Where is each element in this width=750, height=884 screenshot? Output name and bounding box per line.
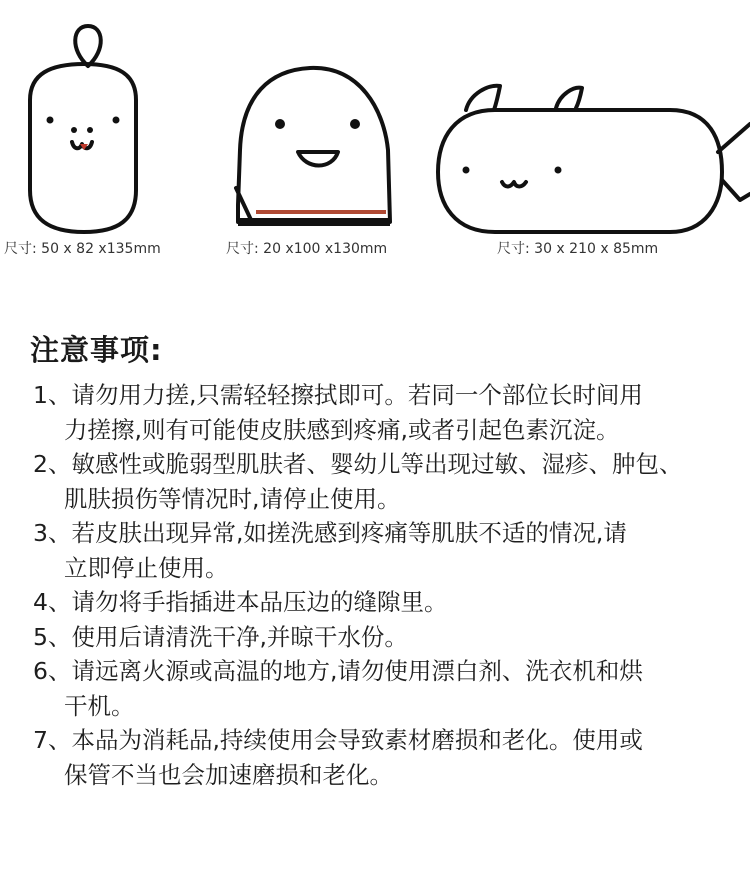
note-item: [33, 620, 733, 655]
note-item: [33, 447, 733, 516]
note-item: [33, 654, 733, 723]
note-line: 5、使用后请清洗干净,并晾干水份。: [33, 622, 408, 651]
bear-size-label: 尺寸: 50 x 82 x135mm: [4, 241, 161, 257]
note-line: 2、敏感性或脆弱型肌肤者、婴幼儿等出现过敏、湿疹、肿包、: [33, 450, 683, 478]
note-item: [33, 378, 733, 447]
cat-size-label: 尺寸: 30 x 210 x 85mm: [497, 241, 659, 257]
note-item: [33, 585, 733, 620]
bear-eye-left: [47, 117, 54, 124]
note-line: 1、请勿用力搓,只需轻轻擦拭即可。若同一个部位长时间用: [33, 381, 643, 409]
note-line: 7、本品为消耗品,持续使用会导致素材磨损和老化。使用或: [33, 726, 643, 754]
bear-ear-dot-left: [71, 127, 77, 133]
note-item: [33, 723, 733, 792]
note-line: 4、请勿将手指插进本品压边的缝隙里。: [33, 588, 448, 616]
ghost-mitt-illustration: [236, 68, 390, 222]
note-line-continued: 力搓擦,则有可能使皮肤感到疼痛,或者引起色素沉淀。: [64, 415, 620, 444]
note-line-continued: 保管不当也会加速磨损和老化。: [64, 760, 393, 789]
cat-mitt-illustration: [438, 86, 750, 232]
bear-eye-right: [113, 117, 120, 124]
product-illustrations: [0, 0, 750, 270]
cat-eye-right: [555, 167, 562, 174]
notes-title: 注意事项:: [30, 333, 163, 367]
ghost-cuff: [238, 218, 390, 226]
bear-mitt-illustration: [30, 26, 136, 232]
note-line: 3、若皮肤出现异常,如搓洗感到疼痛等肌肤不适的情况,请: [33, 519, 627, 547]
ghost-cuff-stripe: [256, 210, 386, 214]
note-line: 6、请远离火源或高温的地方,请勿使用漂白剂、洗衣机和烘: [33, 657, 643, 685]
cat-eye-left: [463, 167, 470, 174]
note-line-continued: 干机。: [64, 691, 135, 720]
bear-ear-dot-right: [87, 127, 93, 133]
notes-list: [33, 378, 733, 792]
ghost-eye-left: [275, 119, 285, 129]
note-line-continued: 肌肤损伤等情况时,请停止使用。: [64, 484, 401, 513]
note-item: [33, 516, 733, 585]
ghost-size-label: 尺寸: 20 x100 x130mm: [226, 241, 388, 257]
ghost-eye-right: [350, 119, 360, 129]
note-line-continued: 立即停止使用。: [64, 553, 229, 582]
